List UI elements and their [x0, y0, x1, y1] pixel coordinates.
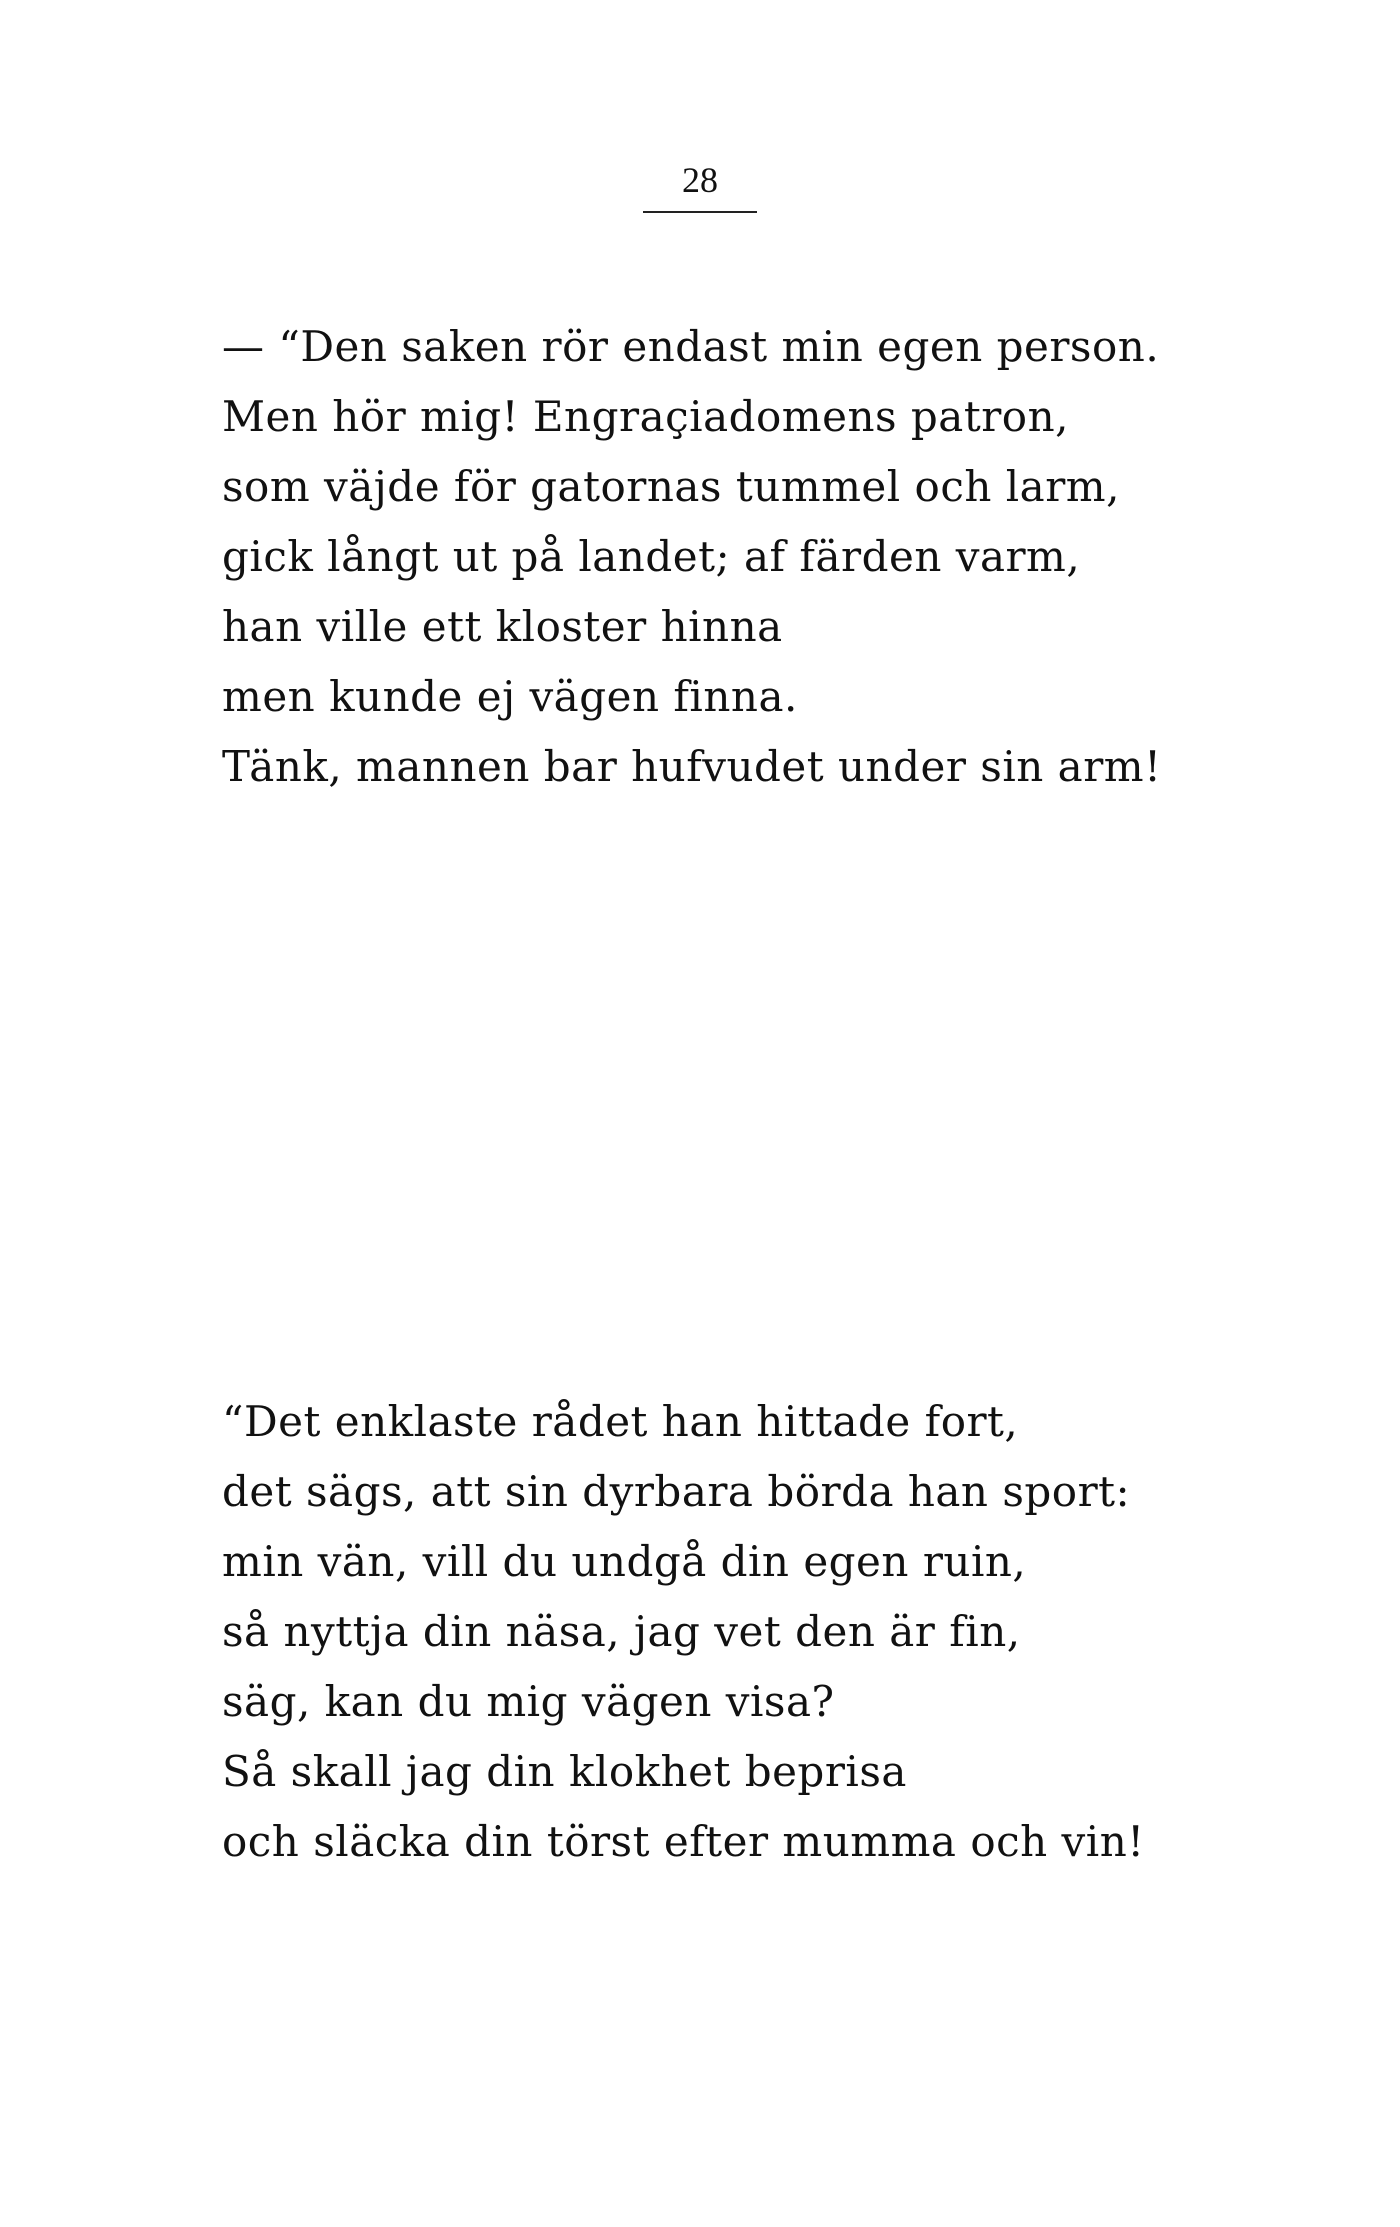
- verse-line: Tänk, mannen bar hufvudet under sin arm!: [222, 742, 1162, 791]
- verse-line: som väjde för gatornas tummel och larm,: [222, 462, 1120, 511]
- page-number: 28: [682, 160, 718, 200]
- verse-line: och släcka din törst efter mumma och vin!: [222, 1817, 1145, 1866]
- stanza-1: [222, 312, 1222, 802]
- verse-line: min vän, vill du undgå din egen ruin,: [222, 1537, 1027, 1586]
- verse-line: gick långt ut på landet; af färden varm,: [222, 532, 1081, 581]
- page-number-rule: [643, 211, 757, 213]
- verse-line: “Det enklaste rådet han hittade fort,: [222, 1397, 1019, 1446]
- verse-line: det sägs, att sin dyrbara börda han sport:: [222, 1467, 1131, 1516]
- verse-line: men kunde ej vägen finna.: [222, 672, 798, 721]
- verse-line: Så skall jag din klokhet beprisa: [222, 1747, 907, 1796]
- verse-line: — “Den saken rör endast min egen person.: [222, 322, 1160, 371]
- verse-line: säg, kan du mig vägen visa?: [222, 1677, 835, 1726]
- verse-line: Men hör mig! Engraçiadomens patron,: [222, 392, 1069, 441]
- verse-line: så nyttja din näsa, jag vet den är fin,: [222, 1607, 1021, 1656]
- verse-line: han ville ett kloster hinna: [222, 602, 783, 651]
- stanza-2: [222, 1387, 1222, 1877]
